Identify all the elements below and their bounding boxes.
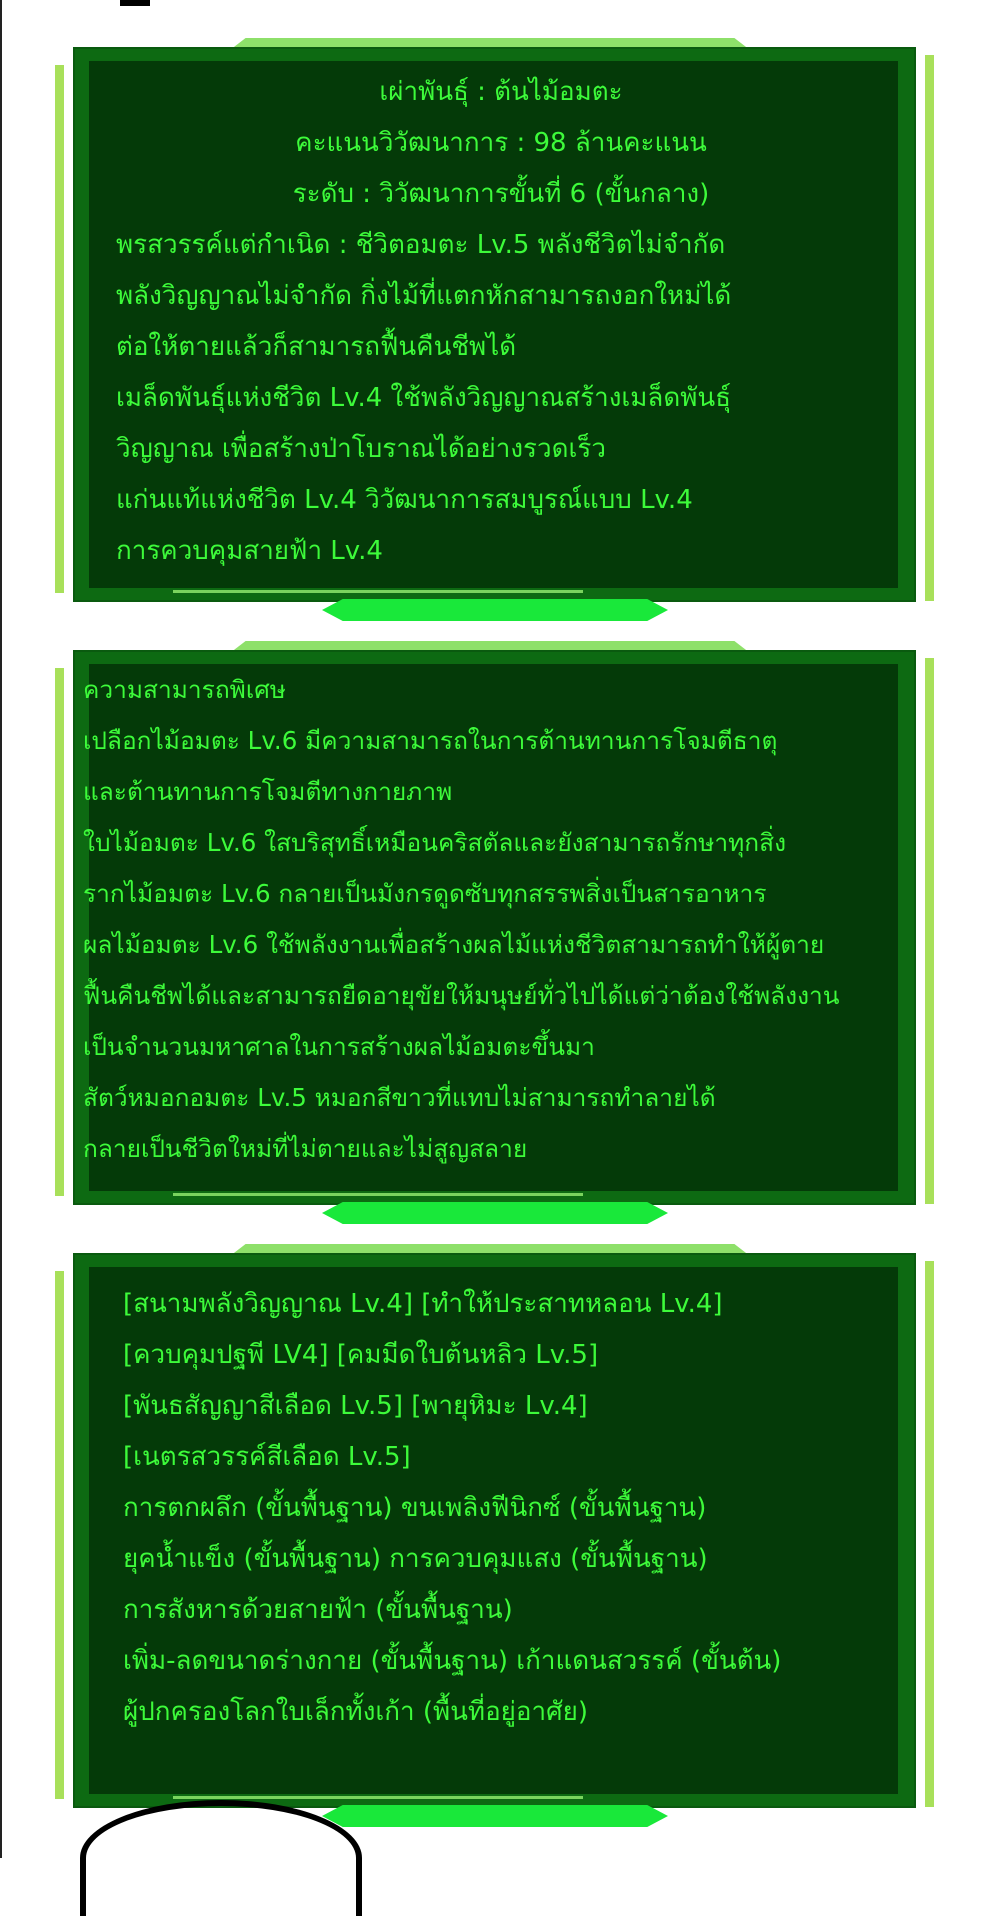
text-line: สัตว์หมอกอมตะ Lv.5 หมอกสีขาวที่แทบไม่สามารถทำลายได้ [83, 1083, 716, 1112]
panel-bottom-tab [322, 1202, 668, 1224]
text-line: ฟื้นคืนชีพได้และสามารถยืดอายุขัยให้มนุษย์ทั่วไปได้แต่ว่าต้องใช้พลังงาน [83, 981, 840, 1010]
skill-line: ผู้ปกครองโลกใบเล็กทั้งเก้า (พื้นที่อยู่อาศัย) [123, 1697, 589, 1727]
skill-line: [สนามพลังวิญญาณ Lv.4] [ทำให้ประสาทหลอน Lv.4] [123, 1289, 723, 1319]
skill-line: ยุคน้ำแข็ง (ขั้นพื้นฐาน) การควบคุมแสง (ขั้นพื้นฐาน) [123, 1544, 708, 1574]
status-panel-special-abilities [73, 650, 916, 1205]
text-line: เมล็ดพันธุ์แห่งชีวิต Lv.4 ใช้พลังวิญญาณสร้างเมล็ดพันธุ์ [116, 383, 732, 413]
panel-underline [173, 590, 583, 593]
panel-left-bar [55, 1271, 64, 1799]
status-panel-skills [73, 1253, 916, 1808]
text-line: กลายเป็นชีวิตใหม่ที่ไม่ตายและไม่สูญสลาย [83, 1134, 528, 1163]
panel-left-bar [55, 65, 64, 593]
section-heading: ความสามารถพิเศษ [83, 675, 286, 704]
text-line: ใบไม้อมตะ Lv.6 ใสบริสุทธิ์เหมือนคริสตัลและยังสามารถรักษาทุกสิ่ง [83, 828, 787, 857]
text-line: วิญญาณ เพื่อสร้างป่าโบราณได้อย่างรวดเร็ว [116, 434, 606, 464]
text-line: เปลือกไม้อมตะ Lv.6 มีความสามารถในการต้านทานการโจมตีธาตุ [83, 726, 778, 755]
text-line: และต้านทานการโจมตีทางกายภาพ [83, 777, 453, 806]
panel-left-bar [55, 668, 64, 1196]
innate-talent-line: พรสวรรค์แต่กำเนิด : ชีวิตอมตะ Lv.5 พลังชีวิตไม่จำกัด [116, 230, 726, 260]
evolution-points-line: คะแนนวิวัฒนาการ : 98 ล้านคะแนน [295, 128, 707, 158]
skills-text [123, 1279, 883, 1738]
text-line: รากไม้อมตะ Lv.6 กลายเป็นมังกรดูดซับทุกสรรพสิ่งเป็นสารอาหาร [83, 879, 767, 908]
panel-right-bar [925, 1261, 934, 1807]
panel-bottom-tab [322, 1805, 668, 1827]
skill-line: [พันธสัญญาสีเลือด Lv.5] [พายุหิมะ Lv.4] [123, 1391, 588, 1421]
text-line: ต่อให้ตายแล้วก็สามารถฟื้นคืนชีพได้ [116, 332, 517, 362]
panel-underline [173, 1193, 583, 1196]
text-line: พลังวิญญาณไม่จำกัด กิ่งไม้ที่แตกหักสามารถงอกใหม่ได้ [116, 281, 732, 311]
level-line: ระดับ : วิวัฒนาการขั้นที่ 6 (ขั้นกลาง) [292, 179, 710, 209]
panel-bottom-tab [322, 599, 668, 621]
speech-bubble-edge [80, 1800, 362, 1916]
panel-right-bar [925, 658, 934, 1204]
special-abilities-text [83, 664, 903, 1174]
race-line: เผ่าพันธุ์ : ต้นไม้อมตะ [379, 77, 623, 107]
top-mark [120, 0, 150, 6]
race-info-text [116, 67, 886, 577]
skill-line: การสังหารด้วยสายฟ้า (ขั้นพื้นฐาน) [123, 1595, 513, 1625]
text-line: การควบคุมสายฟ้า Lv.4 [116, 536, 383, 566]
page-left-border [0, 0, 2, 1858]
skill-line: [เนตรสวรรค์สีเลือด Lv.5] [123, 1442, 411, 1472]
panel-right-bar [925, 55, 934, 601]
skill-line: เพิ่ม-ลดขนาดร่างกาย (ขั้นพื้นฐาน) เก้าแดนสวรรค์ (ขั้นต้น) [123, 1646, 782, 1676]
skill-line: การตกผลึก (ขั้นพื้นฐาน) ขนเพลิงฟีนิกซ์ (ขั้นพื้นฐาน) [123, 1493, 707, 1523]
status-panel-race [73, 47, 916, 602]
skill-line: [ควบคุมปฐพี LV4] [คมมีดใบต้นหลิว Lv.5] [123, 1340, 599, 1370]
text-line: แก่นแท้แห่งชีวิต Lv.4 วิวัฒนาการสมบูรณ์แบบ Lv.4 [116, 485, 693, 515]
text-line: เป็นจำนวนมหาศาลในการสร้างผลไม้อมตะขึ้นมา [83, 1032, 595, 1061]
text-line: ผลไม้อมตะ Lv.6 ใช้พลังงานเพื่อสร้างผลไม้แห่งชีวิตสามารถทำให้ผู้ตาย [83, 930, 825, 959]
panel-underline [173, 1796, 583, 1799]
